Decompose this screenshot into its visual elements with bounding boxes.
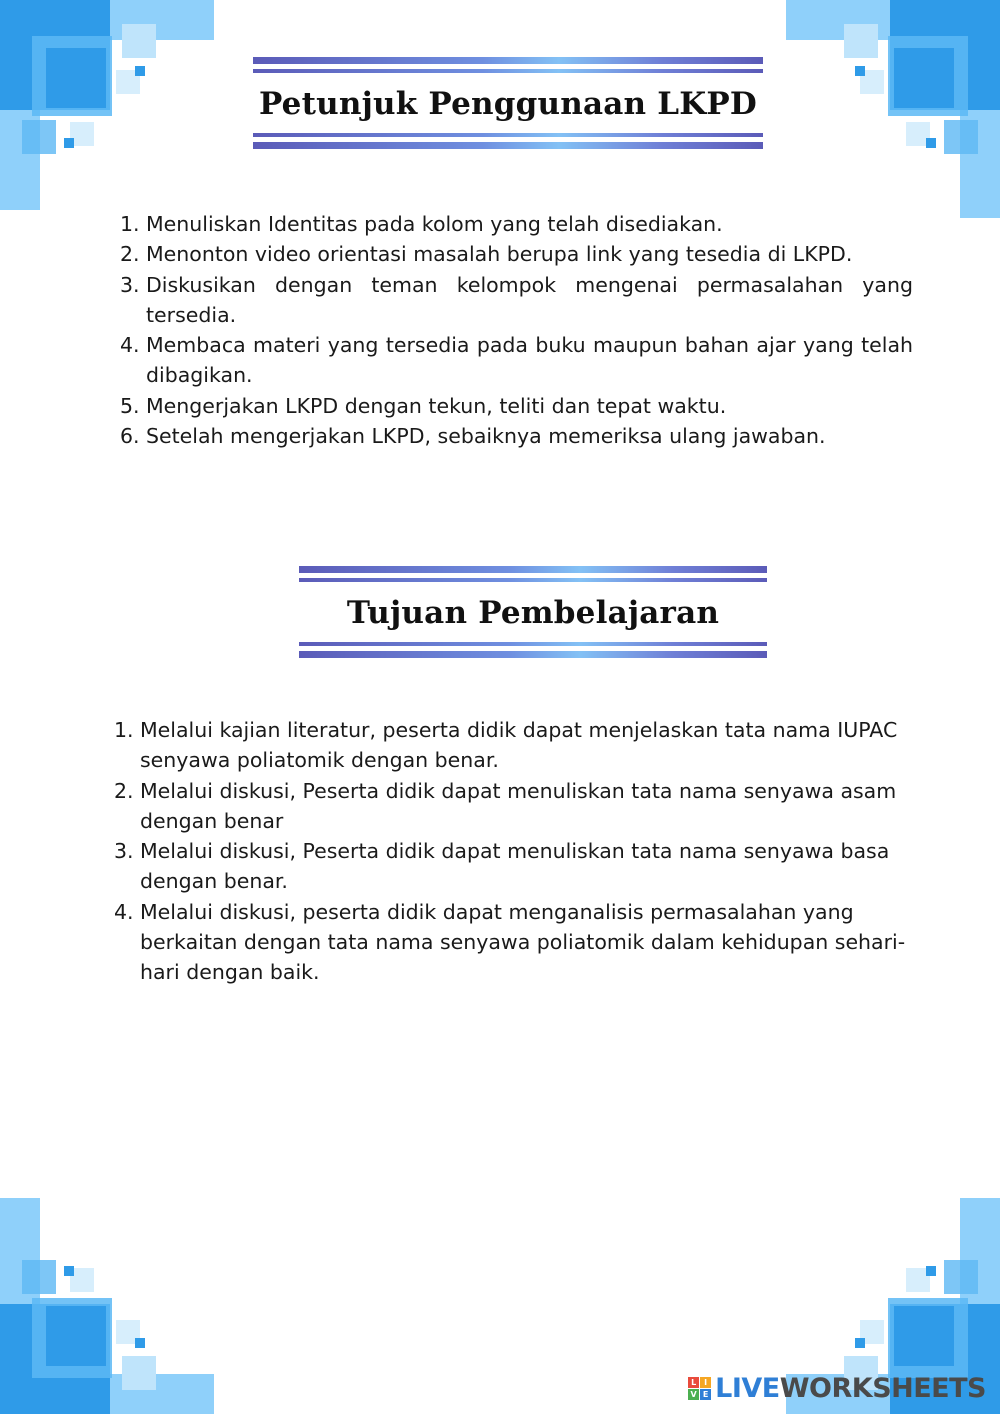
corner-decoration-top-right bbox=[780, 0, 1000, 230]
heading-bottom-bars bbox=[299, 642, 767, 660]
liveworksheets-wordmark: LIVEWORKSHEETS bbox=[715, 1373, 986, 1404]
heading-top-bars bbox=[299, 566, 767, 584]
corner-decoration-top-left bbox=[0, 0, 220, 230]
list-item: 2. Menonton video orientasi masalah berupa link yang tesedia di LKPD. bbox=[120, 242, 853, 267]
list-item: 5. Mengerjakan LKPD dengan tekun, teliti dan tepat waktu. bbox=[120, 393, 727, 418]
section2-heading bbox=[299, 566, 767, 660]
list-item: 3. Diskusikan dengan teman kelompok mengenai permasalahan yang tersedia. bbox=[120, 272, 913, 327]
list-item: 1. Melalui kajian literatur, peserta didik dapat menjelaskan tata nama IUPAC senyawa poliatomik dengan benar. bbox=[114, 718, 898, 773]
list-item: 4. Membaca materi yang tersedia pada buku maupun bahan ajar yang telah dibagikan. bbox=[120, 333, 913, 388]
list-item: 4. Melalui diskusi, peserta didik dapat menganalisis permasalahan yang berkaitan dengan tata nama senyawa poliatomik dalam kehidupan sehari-hari dengan baik. bbox=[114, 899, 906, 985]
list-item: 2. Melalui diskusi, Peserta didik dapat menuliskan tata nama senyawa asam dengan benar bbox=[114, 778, 897, 833]
list-item: 1. Menuliskan Identitas pada kolom yang telah disediakan. bbox=[120, 212, 723, 236]
objectives-list bbox=[114, 715, 914, 988]
liveworksheets-logo-icon: L I V E bbox=[688, 1377, 711, 1400]
heading-bottom-bars bbox=[253, 133, 763, 151]
section2-title: Tujuan Pembelajaran bbox=[346, 595, 720, 631]
liveworksheets-brand[interactable] bbox=[688, 1373, 986, 1404]
corner-decoration-bottom-left bbox=[0, 1184, 220, 1414]
list-item: 3. Melalui diskusi, Peserta didik dapat menuliskan tata nama senyawa basa dengan benar. bbox=[114, 839, 890, 894]
section1-title: Petunjuk Penggunaan LKPD bbox=[258, 86, 758, 122]
list-item: 6. Setelah mengerjakan LKPD, sebaiknya memeriksa ulang jawaban. bbox=[120, 424, 826, 449]
section1-heading bbox=[253, 57, 763, 151]
instructions-list bbox=[120, 209, 913, 451]
heading-top-bars bbox=[253, 57, 763, 75]
